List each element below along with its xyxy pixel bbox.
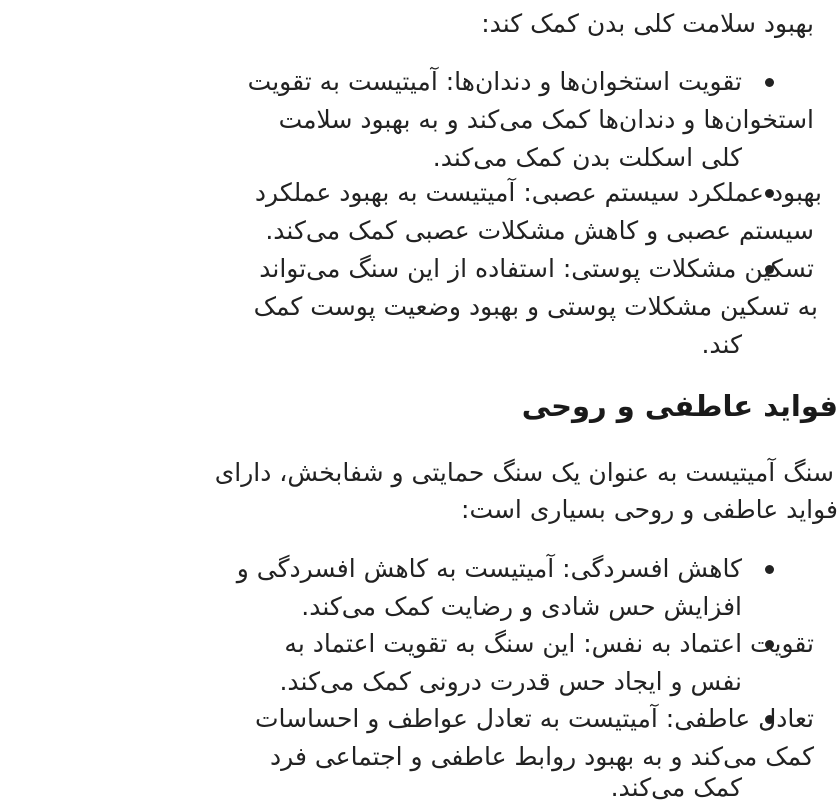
list-item-line: کمک می‌کند. bbox=[610, 773, 742, 802]
list-item-line: تقویت اعتماد به نفس: این سنگ به تقویت اعتماد به bbox=[284, 629, 814, 658]
list-item-line: تعادل عاطفی: آمیتیست به تعادل عواطف و احساسات bbox=[254, 704, 814, 733]
list-item-line: کمک می‌کند و به بهبود روابط عاطفی و اجتماعی فرد bbox=[270, 742, 814, 771]
list-item-line: کند. bbox=[701, 330, 742, 359]
bullet-icon bbox=[765, 565, 774, 574]
list-item-line: استخوان‌ها و دندان‌ها کمک می‌کند و به بهبود سلامت bbox=[278, 105, 814, 134]
section-intro-line: سنگ آمیتیست به عنوان یک سنگ حمایتی و شفابخش، دارای bbox=[214, 458, 834, 487]
section-intro-line: فواید عاطفی و روحی بسیاری است: bbox=[461, 495, 838, 524]
list-item-line: بهبود عملکرد سیستم عصبی: آمیتیست به بهبود عملکرد bbox=[254, 178, 822, 207]
list-item-line: تقویت استخوان‌ها و دندان‌ها: آمیتیست به تقویت bbox=[247, 67, 742, 96]
list-item-line: افزایش حس شادی و رضایت کمک می‌کند. bbox=[301, 592, 742, 621]
bullet-icon bbox=[765, 78, 774, 87]
list-item-line: سیستم عصبی و کاهش مشکلات عصبی کمک می‌کند. bbox=[265, 216, 814, 245]
list-item-line: نفس و ایجاد حس قدرت درونی کمک می‌کند. bbox=[279, 667, 742, 696]
section-heading: فواید عاطفی و روحی bbox=[521, 389, 838, 423]
list-item-line: کلی اسکلت بدن کمک می‌کند. bbox=[432, 143, 742, 172]
list-item-line: به تسکین مشکلات پوستی و بهبود وضعیت پوست کمک bbox=[253, 292, 818, 321]
list-item-line: تسکین مشکلات پوستی: استفاده از این سنگ می‌تواند bbox=[259, 254, 814, 283]
list-item-line: کاهش افسردگی: آمیتیست به کاهش افسردگی و bbox=[236, 554, 742, 583]
intro-line: بهبود سلامت کلی بدن کمک کند: bbox=[481, 9, 814, 38]
